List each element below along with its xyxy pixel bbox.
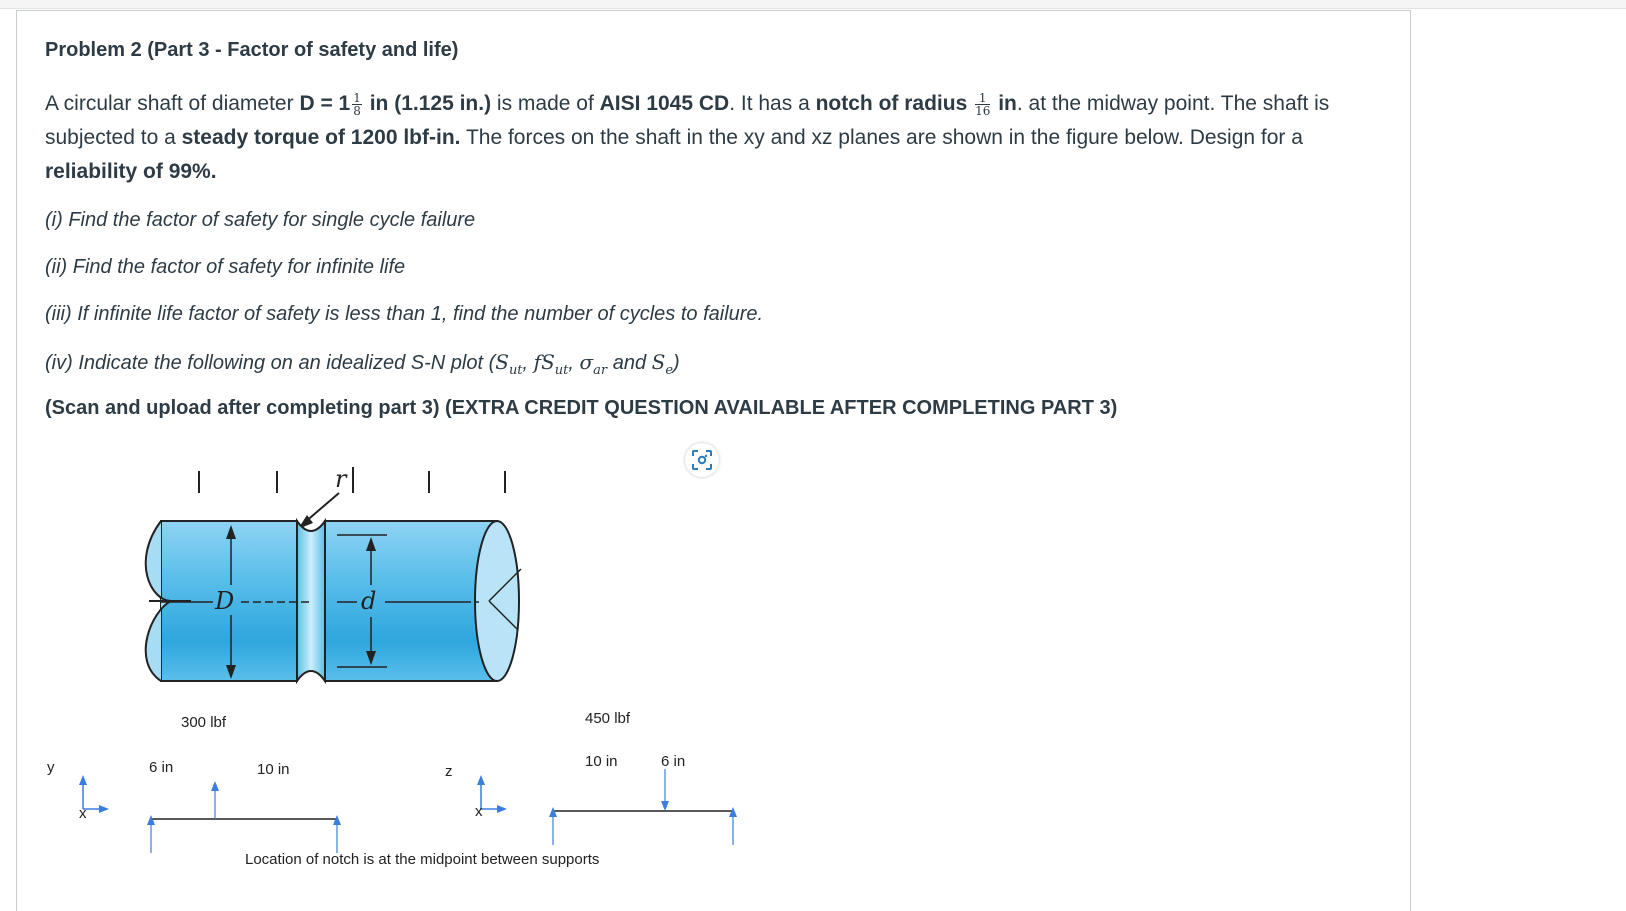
- figure-caption: Location of notch is at the midpoint between supports: [245, 851, 600, 868]
- radius-label: r: [335, 465, 347, 493]
- xy-plane-diagram: [79, 775, 341, 853]
- xy-force-label: 300 lbf: [181, 714, 227, 731]
- question-4-and: and: [607, 352, 652, 374]
- diameter-value: D = 1: [299, 92, 351, 115]
- xz-force-label: 450 lbf: [585, 710, 631, 727]
- fraction-one-sixteenth: [975, 92, 990, 117]
- xy-distance-right: 10 in: [257, 761, 290, 778]
- notch-radius-unit: in: [992, 92, 1017, 115]
- torque-value: steady torque of 1200 lbf-in.: [181, 126, 461, 149]
- math-symbol: S: [651, 350, 666, 374]
- scan-image-icon: [691, 449, 713, 471]
- dimension-ticks: [199, 467, 505, 493]
- diameter-d-label: d: [361, 587, 377, 615]
- notched-shaft-figure: [1, 1, 764, 901]
- xz-distance-left: 10 in: [585, 753, 618, 770]
- fraction-numerator: 1: [353, 90, 361, 105]
- problem-title: Problem 2 (Part 3 - Factor of safety and life): [45, 39, 459, 61]
- intro-text: . It has a: [729, 92, 816, 115]
- intro-text: A circular shaft of diameter: [45, 92, 300, 115]
- intro-text: is made of: [491, 92, 600, 115]
- fraction-denominator: 8: [353, 103, 361, 118]
- math-subscript: ar: [593, 363, 608, 378]
- shaft-notch: [297, 521, 325, 681]
- xy-axis-y-label: y: [47, 759, 55, 776]
- xz-axis-z-label: z: [445, 763, 453, 780]
- xz-distance-right: 6 in: [661, 753, 686, 770]
- diameter-D-label: D: [215, 587, 235, 615]
- diameter-decimal: in (1.125 in.): [363, 92, 492, 115]
- xz-axis-x-label: x: [475, 803, 483, 820]
- math-subscript: ut: [554, 363, 569, 378]
- reliability-value: reliability of 99%.: [45, 160, 217, 183]
- intro-text: . at the midway point. The shaft is subjected to a: [45, 92, 1330, 149]
- fraction-numerator: 1: [975, 92, 990, 105]
- math-symbol: fS: [533, 350, 555, 374]
- shaft-right-section: [325, 521, 497, 681]
- math-subscript: e: [665, 363, 674, 378]
- math-symbol: S: [495, 350, 509, 374]
- question-2: (ii) Find the factor of safety for infinite life: [45, 256, 406, 278]
- question-4-prefix: (iv) Indicate the following on an idealized S-N plot (: [45, 352, 496, 374]
- scan-image-button[interactable]: [685, 443, 719, 477]
- question-3: (iii) If infinite life factor of safety is less than 1, find the number of cycles to failure.: [45, 303, 764, 325]
- fraction-denominator: 16: [975, 103, 991, 118]
- question-4: (iv) Indicate the following on an idealized S-N plot ($S_{ut}$, $fS_{ut}$, $\sigma_{ar}$ and $S_e$): [45, 350, 680, 378]
- xy-distance-left: 6 in: [149, 759, 174, 776]
- intro-text: The forces on the shaft in the xy and xz planes are shown in the figure below. Design for a: [460, 126, 1303, 149]
- question-4-suffix: ): [673, 352, 680, 374]
- xz-plane-diagram: [477, 769, 737, 845]
- math-subscript: ut: [508, 363, 523, 378]
- question-1: (i) Find the factor of safety for single cycle failure: [45, 209, 476, 231]
- question-card: [16, 10, 1411, 911]
- upload-instruction: (Scan and upload after completing part 3) (EXTRA CREDIT QUESTION AVAILABLE AFTER COMPLETING PART 3): [45, 397, 1118, 419]
- xy-axis-x-label: x: [79, 805, 87, 822]
- material-name: AISI 1045 CD: [599, 92, 730, 115]
- notch-radius-label: notch of radius: [815, 92, 974, 115]
- math-symbol: σ: [579, 350, 594, 374]
